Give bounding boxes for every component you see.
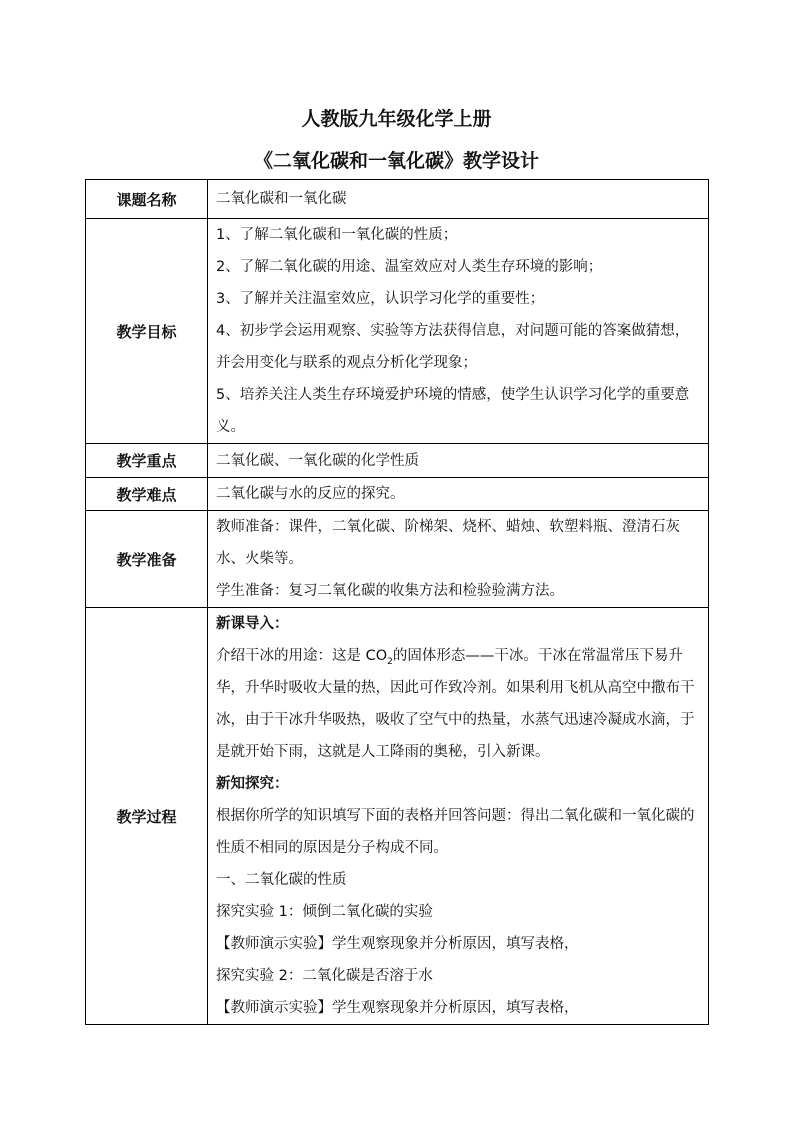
table-row-key-points <box>86 444 709 478</box>
preparation-label: 教学准备 <box>86 511 208 608</box>
objective-item: 1、了解二氧化碳和一氧化碳的性质； <box>216 227 458 243</box>
student-preparation: 学生准备：复习二氧化碳的收集方法和检验验满方法。 <box>216 583 564 599</box>
difficulties-label: 教学难点 <box>86 478 208 511</box>
experiment-item: 探究实验 2：二氧化碳是否溶于水 <box>216 968 433 984</box>
explore-heading: 新知探究： <box>216 776 289 792</box>
explore-paragraph: 根据你所学的知识填写下面的表格并回答问题：得出二氧化碳和一氧化碳的性质不相同的原因是分子构成不同。 <box>216 808 695 856</box>
topic-label: 课题名称 <box>86 180 208 219</box>
intro-paragraph <box>216 640 701 768</box>
objective-item: 5、培养关注人类生存环境爱护环境的情感，使学生认识学习化学的重要意义。 <box>216 387 690 435</box>
topic-value: 二氧化碳和一氧化碳 <box>208 180 709 219</box>
process-cell <box>208 608 709 1025</box>
objective-item: 4、初步学会运用观察、实验等方法获得信息，对问题可能的答案做猜想，并会用变化与联系的观点分析化学现象； <box>216 323 690 371</box>
co2-subscript: 2 <box>387 656 393 667</box>
document-subtitle: 《二氧化碳和一氧化碳》教学设计 <box>253 150 539 172</box>
table-row-difficulties <box>86 478 709 511</box>
intro-text-start: 介绍干冰的用途：这是 CO <box>216 648 388 664</box>
demo-item: 【教师演示实验】学生观察现象并分析原因，填写表格， <box>216 936 579 952</box>
key-points-label: 教学重点 <box>86 444 208 478</box>
table-row-preparation <box>86 511 709 608</box>
difficulties-value: 二氧化碳与水的反应的探究。 <box>208 478 709 511</box>
objectives-label: 教学目标 <box>86 219 208 444</box>
intro-text-rest: 的固体形态——干冰。干冰在常温常压下易升华，升华时吸收大量的热，因此可作致冷剂。如果利用飞机从高空中撒布干冰，由于干冰升华吸热，吸收了空气中的热量，水蒸气迅速冷凝成水滴，于是就开始下雨，这就是人工降雨的奥秘，引入新课。 <box>216 648 695 760</box>
teacher-preparation: 教师准备：课件，二氧化碳、阶梯架、烧杯、蜡烛、软塑料瓶、澄清石灰水、火柴等。 <box>216 519 680 567</box>
table-row-process <box>86 608 709 1025</box>
objective-item: 2、了解二氧化碳的用途、温室效应对人类生存环境的影响； <box>216 259 603 275</box>
objectives-cell <box>208 219 709 444</box>
preparation-cell <box>208 511 709 608</box>
lesson-plan-table <box>85 179 709 1025</box>
process-label: 教学过程 <box>86 608 208 1025</box>
table-row-objectives <box>86 219 709 444</box>
experiment-item: 探究实验 1：倾倒二氧化碳的实验 <box>216 904 433 920</box>
section-heading: 一、二氧化碳的性质 <box>216 872 347 888</box>
document-title: 人教版九年级化学上册 <box>301 108 492 130</box>
demo-item: 【教师演示实验】学生观察现象并分析原因，填写表格， <box>216 1000 579 1016</box>
key-points-value: 二氧化碳、一氧化碳的化学性质 <box>208 444 709 478</box>
intro-heading: 新课导入： <box>216 616 289 632</box>
objective-item: 3、了解并关注温室效应，认识学习化学的重要性； <box>216 291 545 307</box>
table-row-topic <box>86 180 709 219</box>
